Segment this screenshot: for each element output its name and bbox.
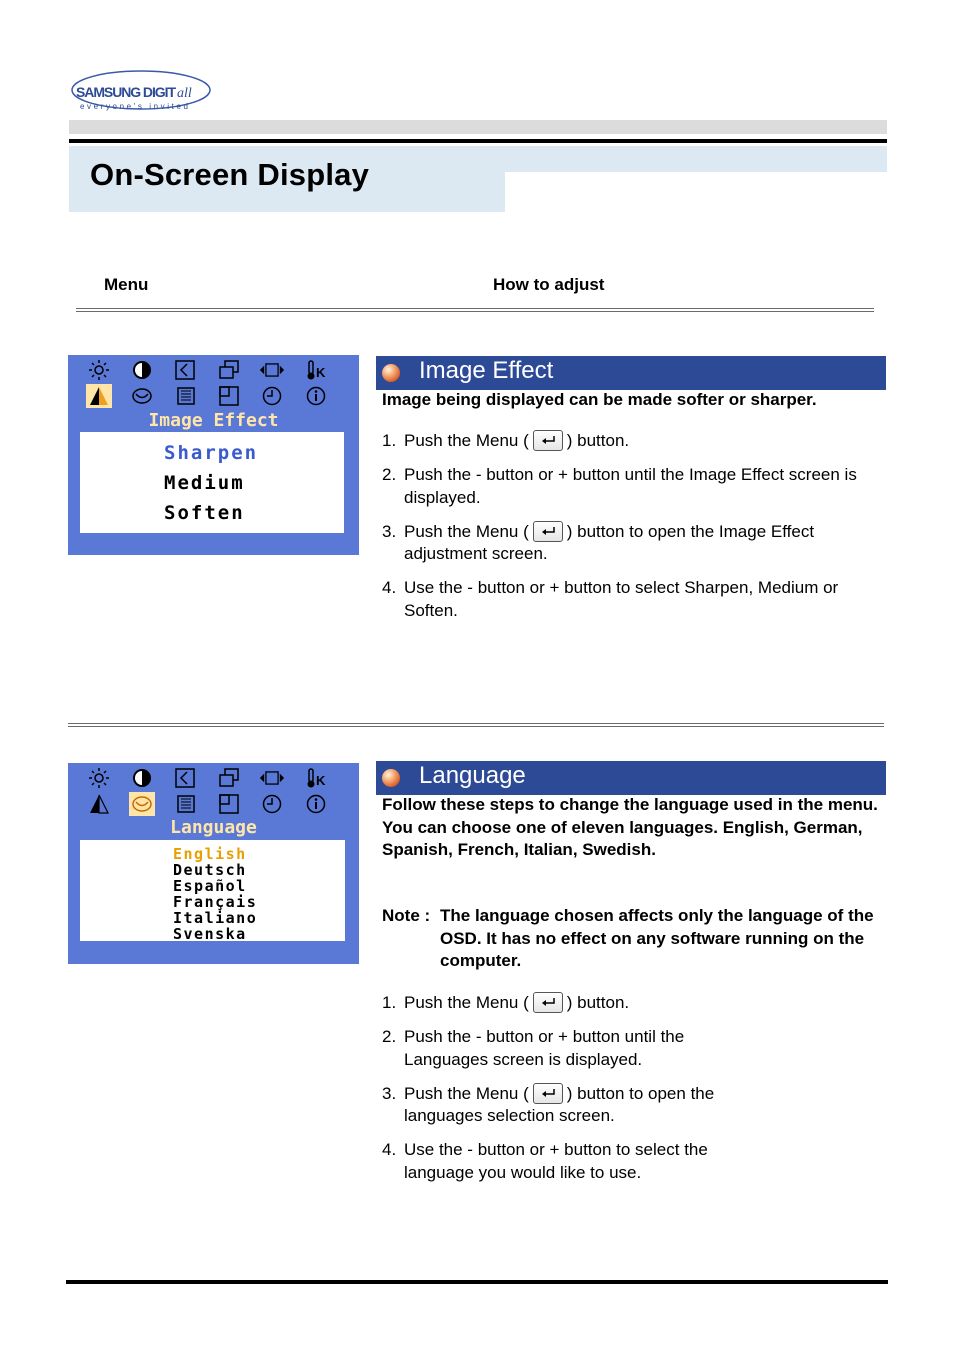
step-item: 1. Push the Menu ( ) button. — [382, 431, 630, 450]
osd-icon-grid — [86, 357, 346, 409]
osd-option-soften: Soften — [164, 502, 245, 524]
note-text: The language chosen affects only the language of the OSD. It has no effect on any software running on the computer. — [440, 906, 874, 970]
svg-text:all: all — [177, 86, 192, 101]
contrast-icon — [129, 766, 155, 790]
color-temperature-icon — [303, 766, 329, 790]
image-effect-icon — [86, 792, 112, 816]
section-header-language — [376, 761, 886, 795]
osd-option-deutsch: Deutsch — [173, 861, 247, 879]
bullet-icon — [382, 364, 400, 382]
title-tab-corner — [505, 172, 527, 194]
osd-option-english: English — [173, 845, 247, 863]
note-label: Note : — [382, 906, 431, 925]
information-icon — [303, 792, 329, 816]
brightness-icon — [86, 766, 112, 790]
position-icon — [173, 766, 199, 790]
clock-icon — [259, 384, 285, 408]
page-title: On-Screen Display — [90, 157, 370, 192]
osd-options-box — [80, 432, 344, 533]
position-icon — [173, 358, 199, 382]
steps-list — [382, 430, 882, 634]
step-item: 3. Push the Menu ( ) button to open the languages selection screen. — [382, 1083, 715, 1125]
size-icon — [216, 358, 242, 382]
osd-options-box — [80, 840, 345, 941]
geometry-icon — [259, 766, 285, 790]
samsung-logo — [70, 70, 212, 112]
step-item: 2. Push the - button or + button until the Languages screen is displayed. — [382, 1027, 685, 1069]
contrast-icon — [129, 358, 155, 382]
steps-list — [382, 992, 882, 1196]
note — [382, 905, 887, 973]
svg-text:everyone's invited: everyone's invited — [80, 102, 191, 111]
color-temperature-icon — [303, 358, 329, 382]
osd-screen-image-effect — [68, 355, 359, 555]
column-header-menu: Menu — [104, 275, 149, 294]
enter-key-icon — [533, 992, 563, 1013]
osd-option-francais: Français — [173, 893, 258, 911]
information-icon — [303, 384, 329, 408]
osd-icon-grid — [86, 765, 346, 817]
step-item: 4. Use the - button or + button to select Sharpen, Medium or Soften. — [382, 578, 839, 620]
enter-key-icon — [533, 1083, 563, 1104]
osd-option-sharpen: Sharpen — [164, 442, 259, 464]
enter-key-icon — [533, 521, 563, 542]
osd-position-icon — [216, 792, 242, 816]
column-header-how-to-adjust: How to adjust — [493, 275, 605, 294]
section-header-image-effect — [376, 356, 886, 390]
step-item: 2. Push the - button or + button until the Image Effect screen is displayed. — [382, 465, 857, 507]
section-title: Language — [419, 762, 526, 789]
step-item: 4. Use the - button or + button to select the language you would like to use. — [382, 1140, 708, 1182]
section-description: Follow these steps to change the language used in the menu. You can choose one of eleven languages. English, German, Spanish, French, Italian, Swedish. — [382, 795, 878, 859]
language-icon — [129, 792, 155, 816]
size-icon — [216, 766, 242, 790]
header-gray-bar — [69, 120, 887, 134]
svg-text:K: K — [315, 773, 325, 788]
osd-heading: Language — [170, 817, 257, 838]
moire-icon — [173, 384, 199, 408]
osd-option-medium: Medium — [164, 472, 245, 494]
osd-screen-language — [68, 763, 359, 964]
image-effect-icon — [86, 384, 112, 408]
osd-option-espanol: Español — [173, 877, 247, 895]
osd-position-icon — [216, 384, 242, 408]
osd-option-svenska: Svenska — [173, 925, 247, 943]
header-rule — [69, 139, 887, 143]
step-item: 3. Push the Menu ( ) button to open the Image Effect adjustment screen. — [382, 521, 815, 563]
section-divider — [76, 308, 874, 312]
section-divider — [68, 723, 884, 727]
enter-key-icon — [533, 430, 563, 451]
clock-icon — [259, 792, 285, 816]
section-title: Image Effect — [419, 357, 554, 384]
svg-text:SAMSUNG DIGIT: SAMSUNG DIGIT — [76, 84, 176, 100]
moire-icon — [173, 792, 199, 816]
step-item: 1. Push the Menu ( ) button. — [382, 993, 630, 1012]
osd-option-italiano: Italiano — [173, 909, 258, 927]
bullet-icon — [382, 769, 400, 787]
svg-text:K: K — [315, 365, 325, 380]
footer-rule — [66, 1280, 888, 1284]
osd-heading: Image Effect — [148, 410, 279, 431]
language-icon — [129, 384, 155, 408]
brightness-icon — [86, 358, 112, 382]
section-description: Image being displayed can be made softer or sharper. — [382, 390, 817, 409]
geometry-icon — [259, 358, 285, 382]
